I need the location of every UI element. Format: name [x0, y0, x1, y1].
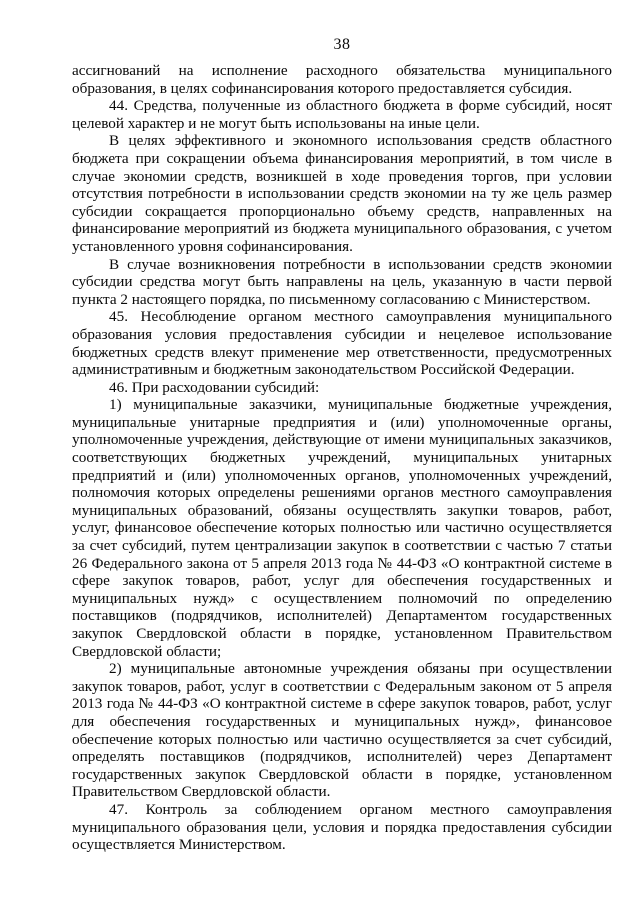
- document-body: [72, 62, 612, 854]
- page-number: 38: [333, 36, 351, 53]
- paragraph: В целях эффективного и экономного использования средств областного бюджета при сокращении объема финансирования мероприятий, в том числе в случае экономии средств, возникшей в ходе проведения торгов, при условии отсутствия потребности в использовании средств экономии на ту же цель размер субсидии сокращается пропорционально объему средств, направленных на финансирование мероприятий из бюджета муниципального образования, с учетом установленного уровня софинансирования.: [72, 132, 612, 255]
- paragraph: 47. Контроль за соблюдением органом местного самоуправления муниципального образования цели, условия и порядка предоставления субсидии осуществляется Министерством.: [72, 800, 612, 854]
- paragraph: 46. При расходовании субсидий:: [109, 378, 320, 396]
- paragraph: ассигнований на исполнение расходного обязательства муниципального образования, в целях софинансирования которого предоставляется субсидия.: [72, 62, 612, 97]
- paragraph: 2) муниципальные автономные учреждения обязаны при осуществлении закупок товаров, работ, услуг в соответствии с Федеральным законом от 5 апреля 2013 года № 44-ФЗ «О контрактной системе в сфере закупок товаров, работ, услуг для обеспечения государственных и муниципальных нужд», финансовое обеспечение которых полностью или частично осуществляется за счет субсидий, определять поставщиков (подрядчиков, исполнителей) через Департамент государственных закупок Свердловской области в порядке, установленном Правительством Свердловской области.: [72, 660, 612, 801]
- paragraph: 44. Средства, полученные из областного бюджета в форме субсидий, носят целевой характер и не могут быть использованы на иные цели.: [72, 97, 612, 132]
- paragraph: 1) муниципальные заказчики, муниципальные бюджетные учреждения, муниципальные унитарные предприятия и (или) уполномоченные органы, уполномоченные учреждения, действующие от имени муниципальных заказчиков, соответствующих бюджетных учреждений, муниципальных унитарных предприятий и (или) уполномоченных органов, уполномоченных учреждений, полномочия которых определены решениями органов местного самоуправления муниципальных образований, обязаны осуществлять закупки товаров, работ, услуг, финансовое обеспечение которых полностью или частично осуществляется за счет субсидий, путем централизации закупок в соответствии с частью 7 статьи 26 Федерального закона от 5 апреля 2013 года № 44-ФЗ «О контрактной системе в сфере закупок товаров, работ, услуг для обеспечения государственных и муниципальных нужд» с осуществлением полномочий по определению поставщиков (подрядчиков, исполнителей) Департаментом государственных закупок Свердловской области в порядке, установленном Правительством Свердловской области;: [72, 396, 612, 660]
- paragraph: 45. Несоблюдение органом местного самоуправления муниципального образования условия предоставления субсидии и нецелевое использование бюджетных средств влекут применение мер ответственности, предусмотренных административным и бюджетным законодательством Российской Федерации.: [72, 308, 612, 379]
- paragraph: В случае возникновения потребности в использовании средств экономии субсидии средства могут быть направлены на цель, указанную в части первой пункта 2 настоящего порядка, по письменному согласованию с Министерством.: [72, 255, 612, 308]
